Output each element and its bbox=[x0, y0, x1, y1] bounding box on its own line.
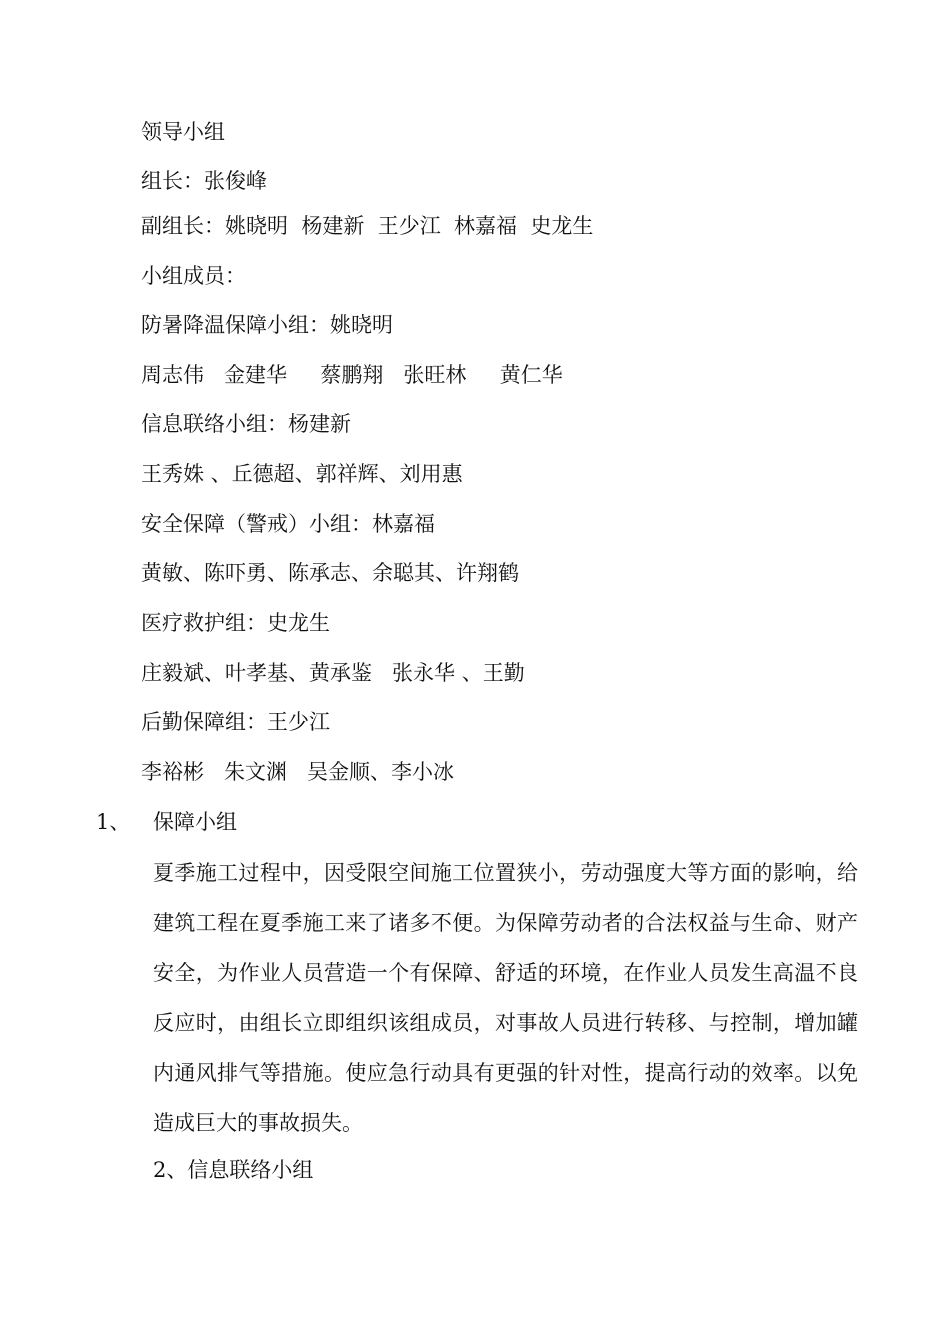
leadership-title: 领导小组 bbox=[141, 120, 225, 144]
section-1-title: 保障小组 bbox=[153, 810, 237, 834]
section-2-title: 2、信息联络小组 bbox=[153, 1158, 314, 1182]
security-group-heading: 安全保障（警戒）小组：林嘉福 bbox=[141, 512, 435, 536]
info-group-heading: 信息联络小组：杨建新 bbox=[141, 412, 351, 436]
group-leader: 组长：张俊峰 bbox=[141, 169, 267, 193]
section-1-number: 1、 bbox=[96, 810, 131, 834]
section-1-paragraph: 夏季施工过程中，因受限空间施工位置狭小，劳动强度大等方面的影响，给建筑工程在夏季施工来了诸多不便。为保障劳动者的合法权益与生命、财产安全，为作业人员营造一个有保障、舒适的环境，在作业人员发生高温不良反应时，由组长立即组织该组成员，对事故人员进行转移、与控制，增加罐内通风排气等措施。使应急行动具有更强的针对性，提高行动的效率。以免造成巨大的事故损失。 bbox=[153, 861, 858, 1135]
deputy-leaders: 副组长：姚晓明 杨建新 王少江 林嘉福 史龙生 bbox=[141, 214, 594, 238]
logistics-group-heading: 后勤保障组：王少江 bbox=[141, 710, 330, 734]
logistics-group-members: 李裕彬 朱文渊 吴金顺、李小冰 bbox=[141, 760, 455, 784]
info-group-members: 王秀姝 、丘德超、郭祥辉、刘用惠 bbox=[141, 462, 463, 486]
heat-group-heading: 防暑降温保障小组：姚晓明 bbox=[141, 313, 393, 337]
members-title: 小组成员： bbox=[141, 264, 246, 288]
heat-group-members: 周志伟 金建华 蔡鹏翔 张旺林 黄仁华 bbox=[141, 363, 563, 387]
security-group-members: 黄敏、陈吓勇、陈承志、余聪其、许翔鹤 bbox=[141, 561, 519, 585]
medical-group-members: 庄毅斌、叶孝基、黄承鉴 张永华 、王勤 bbox=[141, 661, 525, 685]
medical-group-heading: 医疗救护组：史龙生 bbox=[141, 611, 330, 635]
